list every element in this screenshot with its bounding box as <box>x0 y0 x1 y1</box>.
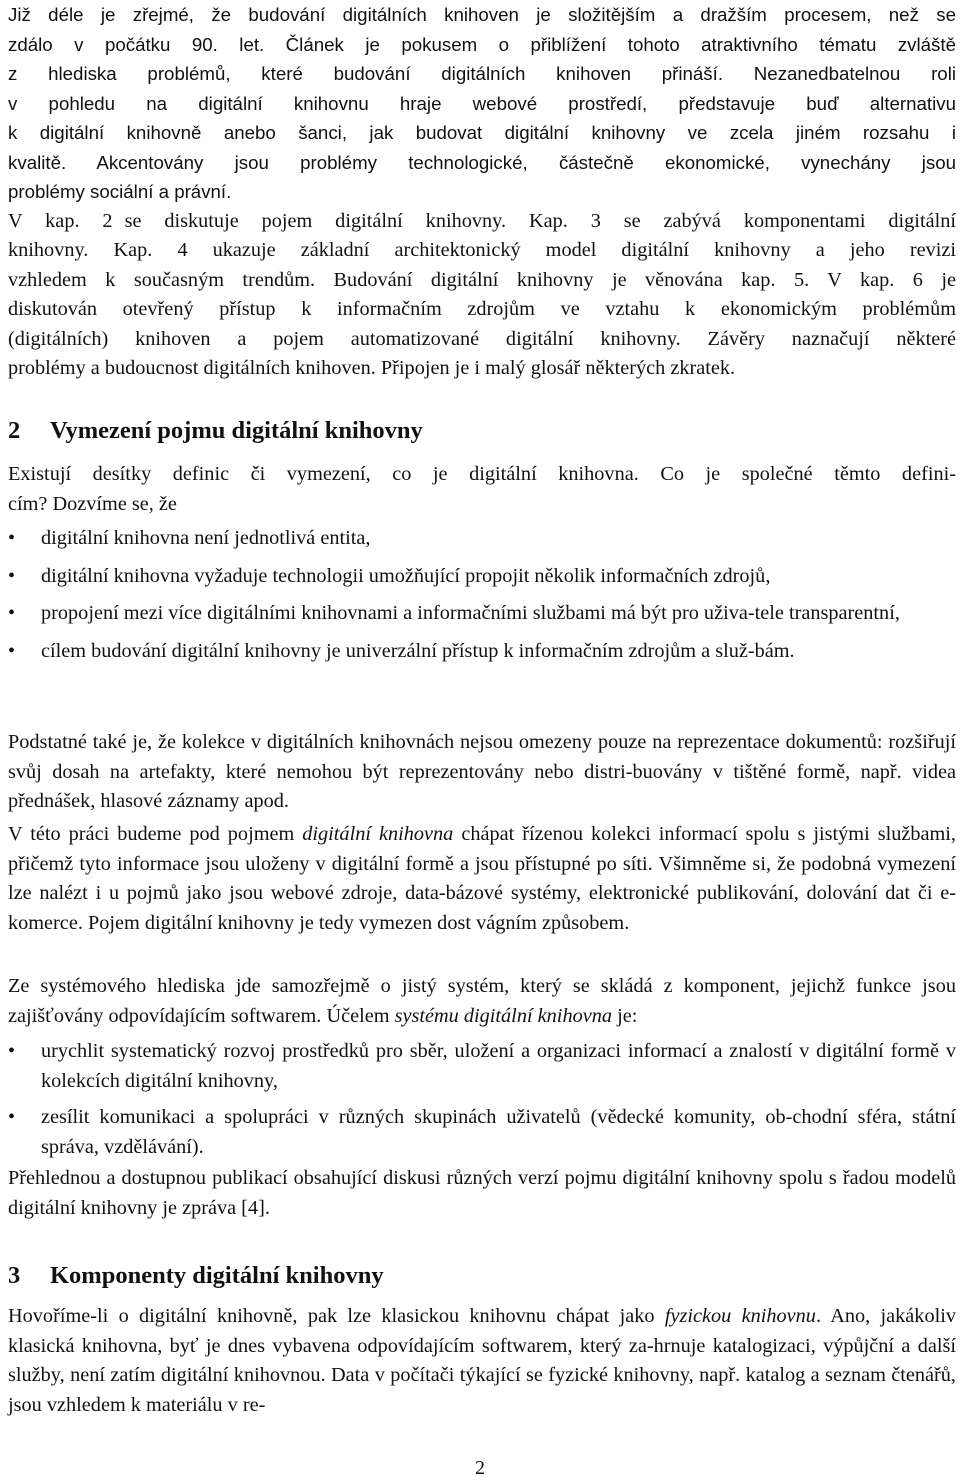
list-item: • digitální knihovna vyžaduje technologii umožňující propojit několik informačních zdrojů, <box>0 562 956 592</box>
section-3-number: 3 <box>8 1262 21 1289</box>
paragraph-line: Existují desítky definic či vymezení, co je digitální knihovna. Co je společné těmto defini- <box>8 463 956 485</box>
page-number: 2 <box>475 1457 485 1479</box>
section-2-title: Vymezení pojmu digitální knihovny <box>50 417 423 444</box>
intro-chapter-text: se diskutuje pojem digitální knihovny. Kap. 3 se zabývá komponentami digitální <box>124 209 956 232</box>
list-item: • urychlit systematický rozvoj prostředků pro sběr, uložení a organizaci informací a znalostí v digitální formě v kolekcích digitální knihovny, <box>0 1037 956 1096</box>
text-run: . Ano, jakákoliv klasická knihovna, byť je dnes vybavena odpovídajícím softwarem, který za-hrnuje katalogizaci, výpůjční a další služby, není zatím digitální knihovnou. Data v počítači týkající se fyzické knihovny, např. katalog a seznam čtenářů, jsou vzhledem k materiálu v re- <box>8 1305 956 1416</box>
intro-line: zdálo v počátku 90. let. Článek je pokusem o přiblížení tohoto atraktivního tématu zvláště <box>8 33 956 55</box>
section-2-purpose-list <box>0 1037 956 1169</box>
section-2-number: 2 <box>8 417 21 444</box>
intro-serif-block <box>8 207 956 384</box>
intro-chapter-ref: V kap. 2 <box>8 209 113 232</box>
list-item: • digitální knihovna není jednotlivá entita, <box>0 524 956 554</box>
section-2-paragraph-2: Podstatné také je, že kolekce v digitálních knihovnách nejsou omezeny pouze na reprezentace dokumentů: rozšiřují svůj dosah na artefakty, které nemohou být reprezentovány nebo distri-buovány v tištěné formě, např. videa přednášek, hlasové záznamy apod. <box>8 731 956 812</box>
text-run: chápat řízenou kolekci informací spolu s jistými službami, přičemž tyto informace jsou uloženy v digitální formě a jsou přístupné po síti. Všimněme si, že podobná vymezení lze nalézt i u pojmů jako jsou webové zdroje, data-bázové systémy, elektronické publikování, dolování dat či e-komerce. Pojem digitální knihovny je tedy vymezen dost vágním způsobem. <box>8 823 956 934</box>
section-3-paragraph-1 <box>8 1302 956 1420</box>
text-run: Ze systémového hlediska jde samozřejmě o jistý systém, který se skládá z komponent, jejichž funkce jsou zajišťovány odpovídajícím softwarem. Účelem <box>8 975 956 1027</box>
paragraph-line: cím? Dozvíme se, že <box>8 492 177 515</box>
list-item: • cílem budování digitální knihovny je univerzální přístup k informačním zdrojům a služ-bám. <box>0 637 956 667</box>
defined-term: systému digitální knihovna <box>394 1004 613 1027</box>
defined-term: fyzickou knihovnu <box>664 1305 816 1327</box>
intro-line: (digitálních) knihoven a pojem automatizované digitální knihovny. Závěry naznačují některé <box>8 327 956 350</box>
text-run: V této práci budeme pod pojmem <box>8 823 303 845</box>
intro-line: z hlediska problémů, které budování digitálních knihoven přináší. Nezanedbatelnou roli <box>8 63 956 84</box>
intro-line: problémy a budoucnost digitálních knihoven. Připojen je i malý glosář některých zkratek. <box>8 357 736 379</box>
section-3-title: Komponenty digitální knihovny <box>50 1262 384 1289</box>
intro-sans-block <box>8 0 956 207</box>
intro-line: k digitální knihovně anebo šanci, jak budovat digitální knihovny ve zcela jiném rozsahu i <box>8 122 956 143</box>
intro-line: v pohledu na digitální knihovnu hraje webové prostředí, představuje buď alternativu <box>8 92 956 114</box>
intro-line: diskutován otevřený přístup k informačním zdrojům ve vztahu k ekonomickým problémům <box>8 298 956 320</box>
list-item: • zesílit komunikaci a spolupráci v různých skupinách uživatelů (vědecké komunity, ob-chodní sféra, státní správa, vzdělávání). <box>0 1103 956 1162</box>
section-3-heading <box>8 1261 384 1291</box>
intro-line: Již déle je zřejmé, že budování digitálních knihoven je složitějším a dražším procesem, než se <box>8 4 956 25</box>
list-item: • propojení mezi více digitálními knihovnami a informačními službami má být pro uživa-tele transparentní, <box>0 599 956 629</box>
section-2-paragraph-5: Přehlednou a dostupnou publikací obsahující diskusi různých verzí pojmu digitální knihovny spolu s řadou modelů digitální knihovny je zpráva [4]. <box>8 1167 956 1219</box>
intro-line: problémy sociální a právní. <box>8 181 232 202</box>
intro-line: vzhledem k současným trendům. Budování digitální knihovny je věnována kap. 5. V kap. 6 je <box>8 268 956 291</box>
section-2-paragraph-3 <box>8 820 956 938</box>
text-run: je: <box>612 1004 638 1027</box>
section-2-paragraph-1 <box>8 460 956 519</box>
section-2-paragraph-4 <box>8 972 956 1031</box>
defined-term: digitální knihovna <box>302 823 454 845</box>
intro-line: kvalitě. Akcentovány jsou problémy technologické, částečně ekonomické, vynechány jsou <box>8 151 956 173</box>
text-run: Hovoříme-li o digitální knihovně, pak lze klasickou knihovnu chápat jako <box>8 1305 665 1327</box>
section-2-heading <box>8 416 423 446</box>
section-2-bullet-list <box>0 524 956 674</box>
intro-line <box>8 207 956 237</box>
intro-line: knihovny. Kap. 4 ukazuje základní architektonický model digitální knihovny a jeho revizi <box>8 239 956 261</box>
intro-paragraph <box>8 0 956 384</box>
